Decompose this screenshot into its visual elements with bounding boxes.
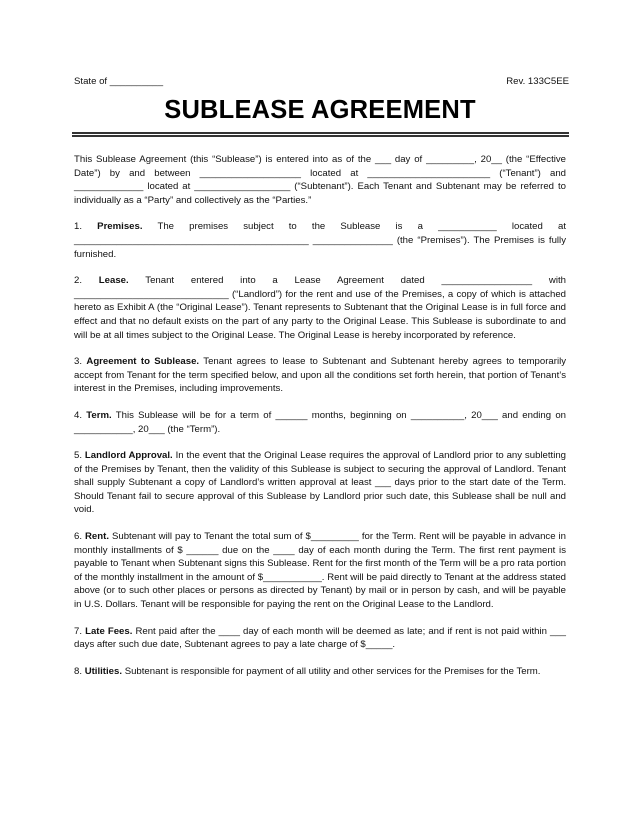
section-utilities xyxy=(74,665,566,679)
intro-paragraph: This Sublease Agreement (this “Sublease”) is entered into as of the ___ day of _________, 20__ (the “Effective Date”) by and between ___________________ located at _______________________ (“Tenant”) and _____________ located at __________________ (“Subtenant”). Each Tenant and Subtenant may be referred to individually as a “Party” and collectively as the “Parties.” xyxy=(74,154,566,206)
section-heading: Agreement to Sublease. xyxy=(86,356,200,368)
section-rent xyxy=(74,530,566,612)
section-text: This Sublease will be for a term of ______ months, beginning on __________, 20___ and ending on ___________, 20___ (the “Term”). xyxy=(74,409,567,435)
section-text: In the event that the Original Lease requires the approval of Landlord prior to any subletting of the Premises by Tenant, then the validity of this Sublease is subject to securing the approval of Landlord. Tenant shall supply Subtenant a copy of Landlord’s written approval at least ___ days prior to the start date of the Term. Should Tenant fail to secure approval of this Sublease by Landlord prior such date, this Sublease shall be null and void. xyxy=(74,450,567,516)
section-agreement-to-sublease xyxy=(74,355,566,396)
section-text: Tenant agrees to lease to Subtenant and Subtenant hereby agrees to temporarily accept from Tenant for the term specified below, and upon all the conditions set forth herein, that portion of Tenant’s interest in the Premises, including improvements. xyxy=(74,356,567,395)
section-number: 4. xyxy=(74,409,83,421)
state-field xyxy=(74,76,163,87)
section-number: 7. xyxy=(74,625,83,637)
title-double-rule xyxy=(72,132,569,137)
state-label: State of xyxy=(74,76,108,87)
section-text: Subtenant will pay to Tenant the total sum of $_________ for the Term. Rent will be payable in advance in monthly installments of $ ______ due on the ____ day of each month during the Term. The first rent payment is payable to Tenant when Subtenant signs this Sublease. Rent for the first month of the Term will be a pro rata portion of the monthly installment in the amount of $___________. Rent will be paid directly to Tenant at the address stated above (or to such other places or persons as directed by Tenant) by mail or in person by cash, and will be payable in U.S. Dollars. Tenant will be responsible for paying the rent on the Original Lease to the Landlord. xyxy=(74,531,566,611)
revision-code: Rev. 133C5EE xyxy=(506,76,569,87)
section-text: The premises subject to the Sublease is a ___________ located at ____________________________________________ _______________ (the “Premises”). The Premises is fully furnished. xyxy=(74,221,566,260)
section-text: Tenant entered into a Lease Agreement dated _________________ with _____________________________ (“Landlord”) for the rent and use of the Premises, a copy of which is attached hereto as Exhibit A (the “Original Lease”). Tenant represents to Subtenant that the Original Lease is in full force and effect and that no default exists on the part of any party to the Original Lease. This Sublease is subordinate to and will be at all times subject to the Original Lease. The Original Lease is hereby incorporated by reference. xyxy=(74,275,566,341)
section-late-fees xyxy=(74,625,566,652)
section-term xyxy=(74,409,566,436)
section-number: 2. xyxy=(74,275,83,287)
section-heading: Premises. xyxy=(97,221,143,233)
section-heading: Term. xyxy=(86,409,112,421)
section-lease xyxy=(74,274,566,342)
section-number: 1. xyxy=(74,221,83,233)
section-number: 6. xyxy=(74,531,83,543)
section-premises xyxy=(74,220,566,261)
section-number: 8. xyxy=(74,665,83,677)
document-body xyxy=(74,153,566,691)
section-text: Rent paid after the ____ day of each month will be deemed as late; and if rent is not paid within ___ days after such due date, Subtenant agrees to pay a late charge of $_____. xyxy=(74,625,566,651)
section-number: 5. xyxy=(74,450,83,462)
section-landlord-approval xyxy=(74,449,566,517)
section-heading: Rent. xyxy=(85,531,109,543)
state-blank: __________ xyxy=(109,76,164,87)
section-heading: Utilities. xyxy=(84,665,123,677)
section-heading: Lease. xyxy=(98,275,129,287)
section-heading: Landlord Approval. xyxy=(84,450,173,462)
document-title: SUBLEASE AGREEMENT xyxy=(164,96,476,124)
section-number: 3. xyxy=(74,356,83,368)
section-text: Subtenant is responsible for payment of all utility and other services for the Premises for the Term. xyxy=(124,665,541,677)
section-heading: Late Fees. xyxy=(85,625,133,637)
